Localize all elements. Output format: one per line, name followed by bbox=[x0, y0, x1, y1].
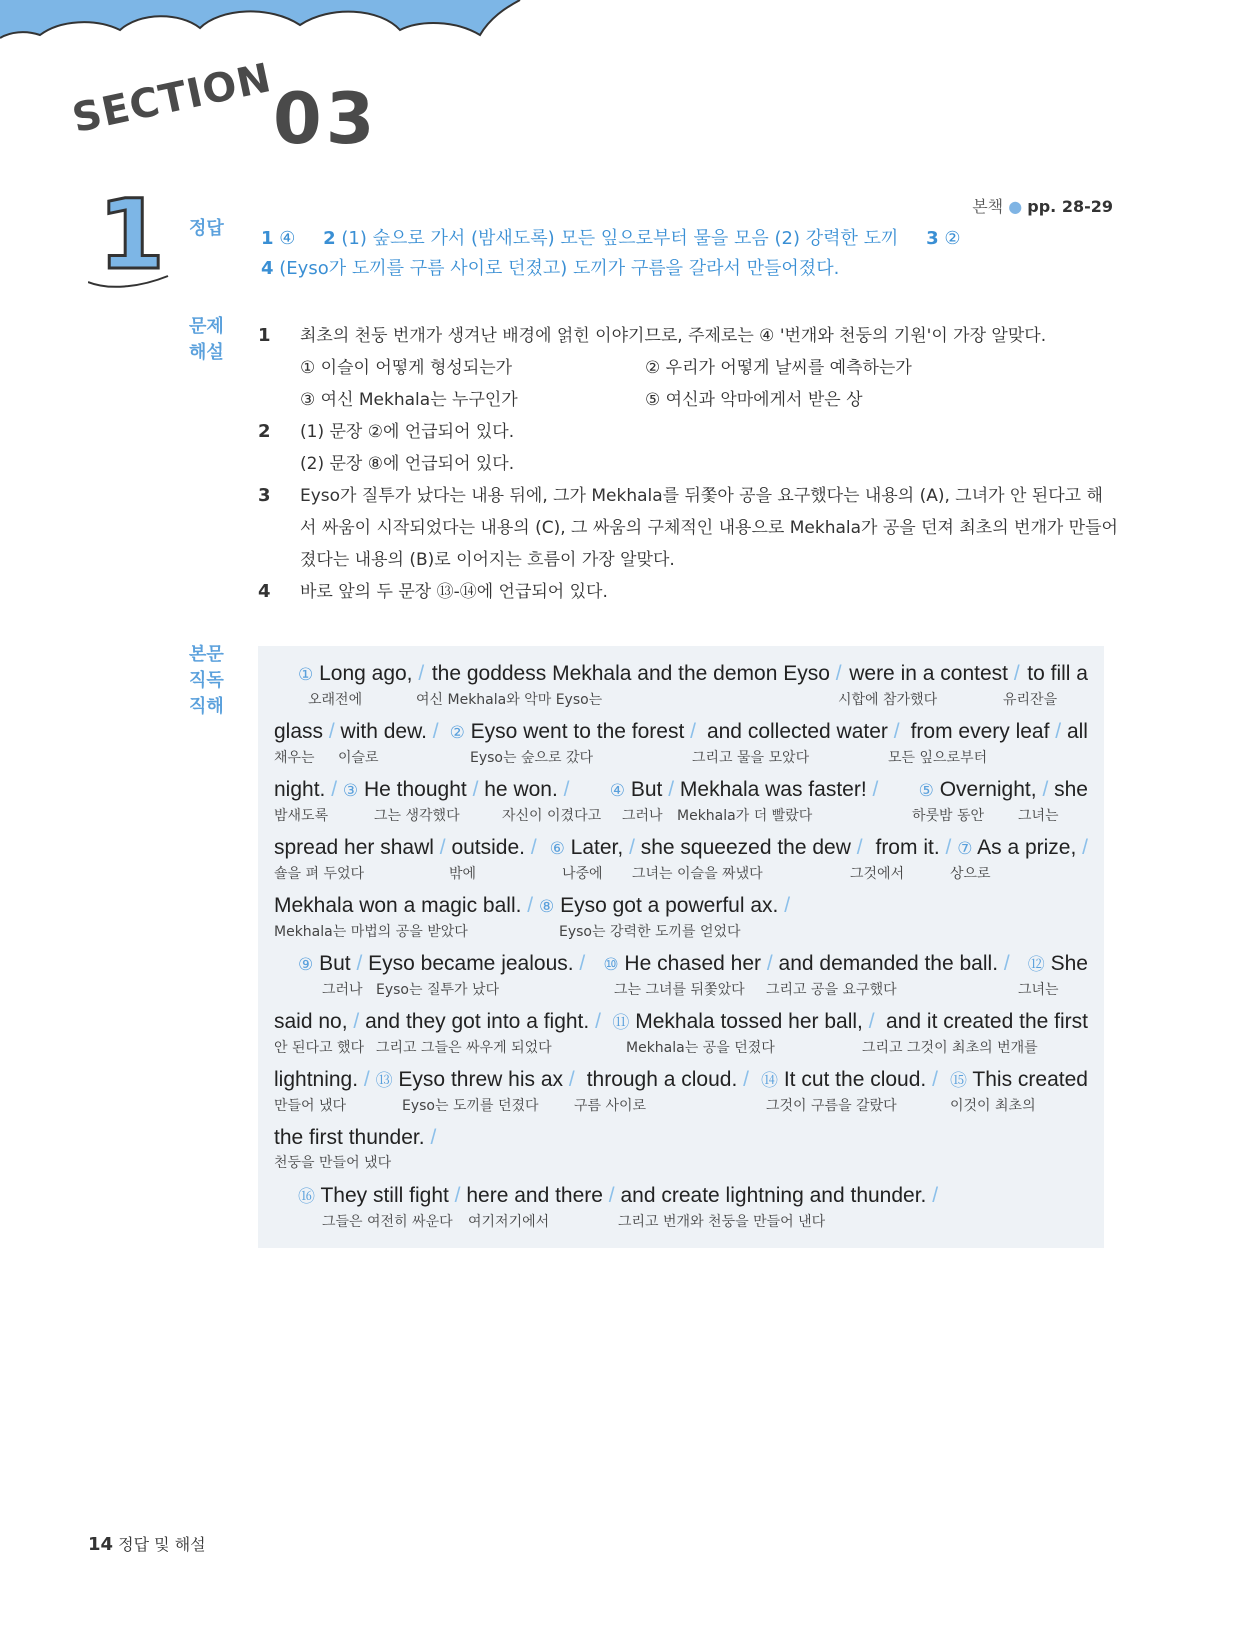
page-number: 14 bbox=[88, 1534, 114, 1555]
reading-line: said no, / and they got into a fight. / ⑪ Mekhala tossed her ball, / and it created the first 안 된다고 했다 그리고 그들은 싸우게 되었다 Mekhala는 공을 던졌다 그리고 그것이 최초의 번개를 bbox=[274, 1010, 1088, 1056]
answers-line-2: 4 (Eyso가 도끼를 구름 사이로 던졌고) 도끼가 구름을 갈라서 만들어졌다. bbox=[261, 258, 840, 279]
reading-line: the first thunder. / 천둥을 만들어 냈다 bbox=[274, 1126, 437, 1171]
page-footer bbox=[88, 1532, 206, 1555]
explanation-item: 2 (1) 문장 ②에 언급되어 있다. (2) 문장 ⑧에 언급되어 있다. bbox=[258, 421, 515, 474]
reading-line: ⑨ But / Eyso became jealous. / ⑩ He chased her / and demanded the ball. / ⑫ She 그러나 Eyso는 질투가 났다 그는 그녀를 뒤쫓았다 그리고 공을 요구했다 그녀는 bbox=[298, 952, 1088, 998]
reading-line: spread her shawl / outside. / ⑥ Later, / she squeezed the dew / from it. / ⑦ As a prize, / 숄을 펴 두었다 밖에 나중에 그녀는 이슬을 짜냈다 그것에서 상으로 bbox=[274, 836, 1088, 882]
svg-text:1: 1 bbox=[98, 190, 165, 291]
explanation-item: 4 바로 앞의 두 문장 ⑬-⑭에 언급되어 있다. bbox=[258, 581, 608, 602]
section-number: 03 bbox=[273, 78, 379, 160]
reading-line: ⑯ They still fight / here and there / and create lightning and thunder. / 그들은 여전히 싸운다 여기저기에서 그리고 번개와 천둥을 만들어 낸다 bbox=[298, 1184, 939, 1230]
reading-line: lightning. / ⑬ Eyso threw his ax / through a cloud. / ⑭ It cut the cloud. / ⑮ This created 만들어 냈다 Eyso는 도끼를 던졌다 구름 사이로 그것이 구름을 갈랐다 이것이 최초의 bbox=[274, 1068, 1088, 1114]
reading-line: ① Long ago, / the goddess Mekhala and the demon Eyso / were in a contest / to fill a 오래전에 여신 Mekhala와 악마 Eyso는 시합에 참가했다 유리잔을 bbox=[298, 662, 1088, 708]
book-reference: 본책 ● pp. 28-29 bbox=[972, 197, 1113, 216]
cloud-decoration bbox=[0, 0, 560, 70]
explanation-label: 문제 해설 bbox=[189, 316, 224, 363]
reading-label: 본문 직독 직해 bbox=[189, 644, 224, 717]
section-heading bbox=[68, 54, 498, 168]
explanation-item: 1 최초의 천둥 번개가 생겨난 배경에 얽힌 이야기므로, 주제로는 ④ '번개와 천둥의 기원'이 가장 알맞다. ① 이슬이 어떻게 형성되는가 ② 우리가 어떻게 날씨를 예측하는가 ③ 여신 Mekhala는 누구인가 ⑤ 여신과 악마에게서 받은 상 bbox=[258, 325, 1047, 410]
reading-line: Mekhala won a magic ball. / ⑧ Eyso got a powerful ax. / Mekhala는 마법의 공을 받았다 Eyso는 강력한 도끼를 얻었다 bbox=[274, 894, 791, 940]
answer-label: 정답 bbox=[189, 218, 224, 239]
reading-passage bbox=[258, 646, 1104, 1248]
answers-block bbox=[261, 224, 961, 284]
explanations bbox=[258, 320, 1118, 608]
answers-line-1: 1 ④ 2 (1) 숲으로 가서 (밤새도록) 모든 잎으로부터 물을 모음 (2) 강력한 도끼 3 ② bbox=[261, 228, 961, 249]
footer-title: 정답 및 해설 bbox=[118, 1535, 206, 1554]
explanation-item: 3 Eyso가 질투가 났다는 내용 뒤에, 그가 Mekhala를 뒤쫓아 공을 요구했다는 내용의 (A), 그녀가 안 된다고 해 서 싸움이 시작되었다는 내용의 (C), 그 싸움의 구체적인 내용으로 Mekhala가 공을 던져 최초의 번개가 만들어 졌다는 내용의 (B)로 이어지는 흐름이 가장 알맞다. bbox=[258, 485, 1118, 570]
section-word: SECTION bbox=[68, 54, 276, 142]
problem-number-graphic bbox=[88, 190, 178, 300]
reading-line: night. / ③ He thought / he won. / ④ But / Mekhala was faster! / ⑤ Overnight, / she 밤새도록 그는 생각했다 자신이 이겼다고 그러나 Mekhala가 더 빨랐다 하룻밤 동안 그녀는 bbox=[274, 778, 1088, 824]
reading-line: glass / with dew. / ② Eyso went to the forest / and collected water / from every leaf / all 채우는 이슬로 Eyso는 숲으로 갔다 그리고 물을 모았다 모든 잎으로부터 bbox=[274, 720, 1088, 766]
